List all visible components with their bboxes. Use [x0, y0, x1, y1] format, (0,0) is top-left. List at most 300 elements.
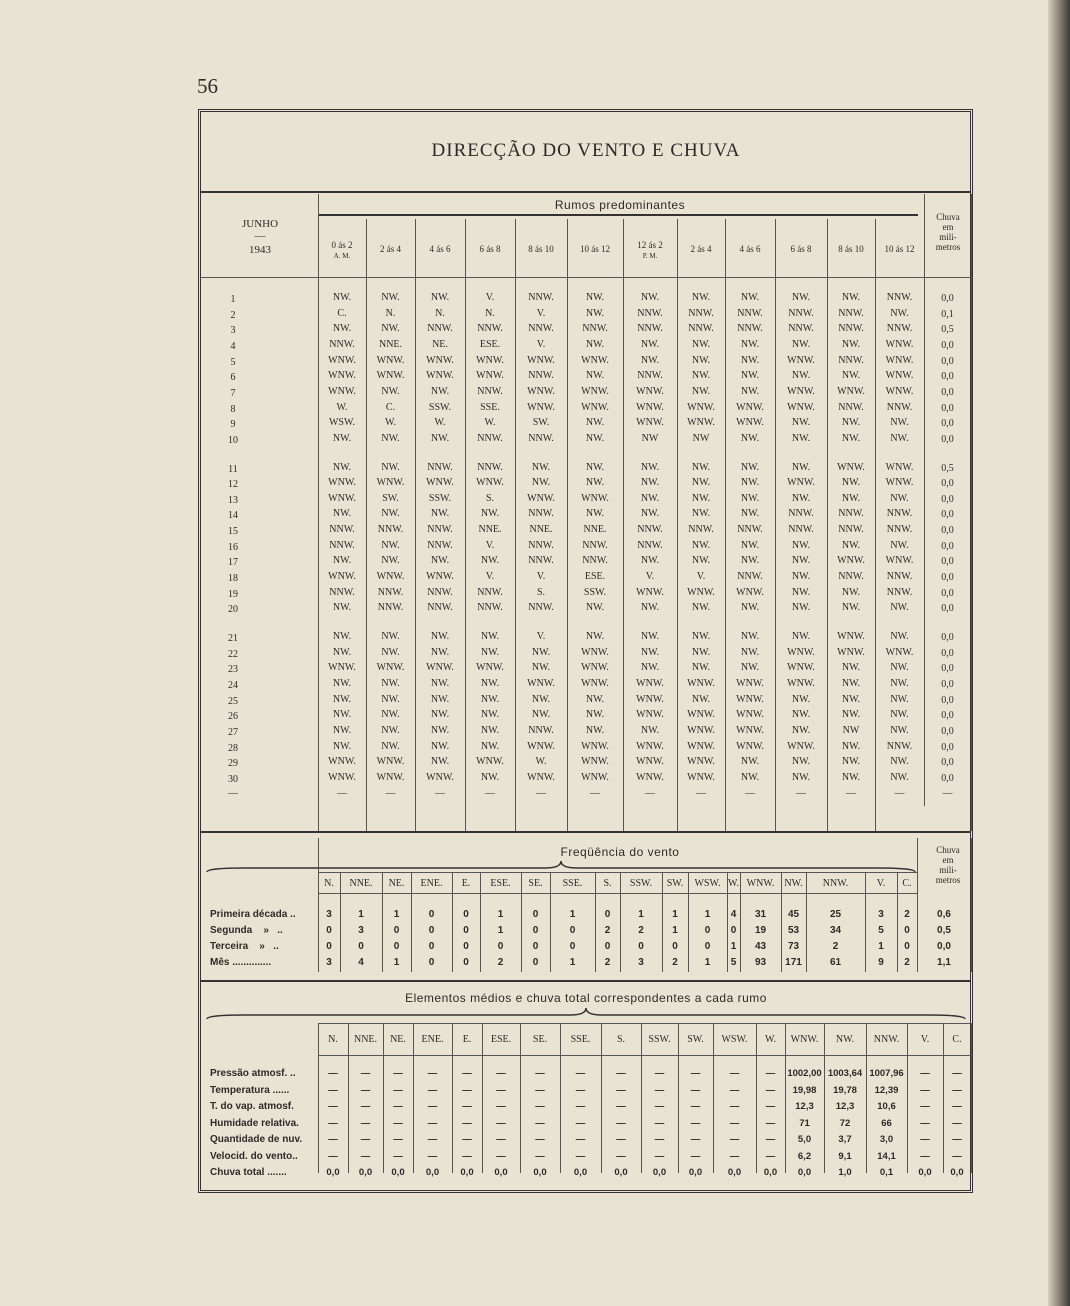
elem-column-header: WSW.	[721, 1034, 748, 1045]
wind-cell: WNW.	[885, 555, 914, 567]
wind-cell: WNW.	[426, 662, 454, 674]
freq-column-header: ESE.	[490, 878, 511, 889]
rain-cell: 0,0	[941, 741, 954, 753]
wind-cell: NW.	[740, 477, 760, 489]
elem-cell: —	[496, 1068, 506, 1079]
wind-cell: NNW.	[886, 323, 913, 335]
wind-cell: NW	[842, 724, 860, 736]
wind-cell: WNW.	[581, 740, 609, 752]
wind-cell: NW.	[640, 555, 660, 567]
freq-cell: 0	[326, 925, 332, 936]
wind-cell: NW.	[585, 292, 605, 303]
wind-cell: NW.	[791, 756, 811, 768]
wind-cell: NW.	[585, 477, 605, 489]
wind-cell: S.	[536, 586, 546, 598]
wind-cell: NNE.	[478, 524, 502, 536]
dash-cell: —	[645, 787, 655, 799]
wind-cell: WNW.	[426, 370, 454, 382]
wind-cell: NW.	[740, 602, 760, 614]
elem-cell: 0,0	[918, 1167, 932, 1178]
wind-cell: WNW.	[736, 586, 764, 598]
wind-cell: NW.	[740, 539, 760, 551]
wind-cell: NNW.	[637, 307, 663, 319]
freq-cell: 1	[672, 909, 678, 920]
wind-cell: WNW.	[687, 756, 715, 768]
elem-cell: —	[462, 1117, 472, 1129]
wind-cell: NW.	[890, 602, 909, 614]
wind-cell: V.	[536, 631, 546, 642]
wind-cell: WNW.	[426, 477, 454, 489]
wind-cell: NNW.	[838, 401, 864, 413]
freq-cell: 3	[358, 925, 364, 936]
wind-cell: WNW.	[636, 385, 664, 397]
wind-cell: NNW.	[788, 508, 814, 520]
freq-cell: 0	[463, 957, 469, 968]
wind-cell: WNW.	[687, 677, 715, 689]
wind-cell: WNW.	[736, 709, 764, 721]
wind-cell: WNW.	[581, 492, 609, 504]
freq-cell: 0	[532, 925, 539, 936]
freq-cell: 53	[787, 925, 800, 936]
rumos-rule	[318, 214, 918, 216]
freq-column-header: WSW.	[694, 878, 721, 889]
freq-cell: 0	[532, 957, 539, 968]
elem-cell: —	[616, 1134, 626, 1145]
wind-cell: SSE.	[480, 401, 500, 413]
wind-cell: NW.	[430, 508, 450, 520]
elem-cell: —	[690, 1068, 701, 1079]
freq-column-header: V.	[876, 878, 886, 889]
elem-cell: —	[616, 1068, 626, 1079]
wind-cell: WNW.	[581, 385, 609, 397]
wind-cell: NW.	[332, 631, 352, 642]
wind-cell: NW.	[740, 461, 760, 473]
wind-cell: V.	[485, 539, 495, 551]
freq-rule	[318, 872, 918, 873]
freq-cell: 0	[463, 909, 469, 920]
freq-column-header: N.	[324, 878, 334, 889]
frequency-header: Freqüência do vento	[560, 845, 680, 859]
elem-cell: —	[690, 1101, 701, 1112]
wind-cell: WNW.	[527, 771, 555, 783]
wind-cell: WNW.	[376, 477, 405, 489]
wind-cell: NW.	[841, 602, 861, 614]
freq-column-header: NW.	[784, 878, 803, 889]
wind-cell: NW.	[332, 709, 352, 721]
wind-cell: WNW.	[885, 461, 914, 473]
freq-cell: 0	[393, 941, 400, 952]
wind-cell: ESE.	[584, 571, 606, 583]
elem-cell: 14,1	[877, 1150, 896, 1162]
wind-cell: NW.	[640, 662, 660, 674]
day-number: 21	[228, 633, 238, 644]
elem-cell: —	[654, 1117, 665, 1129]
wind-cell: NW.	[585, 602, 605, 614]
day-number: 4	[230, 340, 236, 352]
rain-cell: 0,5	[941, 462, 954, 474]
wind-cell: WNW.	[636, 677, 664, 689]
wind-cell: V.	[536, 307, 546, 319]
rain-cell: 0,0	[941, 339, 954, 351]
rain-cell: 0,0	[941, 725, 954, 737]
wind-cell: NW.	[740, 354, 760, 366]
page-binding-edge	[1048, 0, 1070, 1306]
wind-cell: WNW.	[837, 555, 865, 567]
wind-cell: NW.	[585, 693, 605, 705]
wind-cell: WNW.	[687, 740, 715, 752]
freq-cell: 1	[497, 925, 504, 936]
wind-cell: NNW.	[737, 524, 763, 536]
wind-cell: NW.	[381, 631, 400, 642]
elem-cell: 3,0	[879, 1134, 894, 1145]
elem-cell: —	[920, 1101, 930, 1112]
wind-cell: WNW.	[527, 677, 555, 689]
wind-cell: WNW.	[837, 631, 865, 642]
wind-cell: NW.	[640, 477, 660, 489]
elem-cell: —	[765, 1068, 776, 1079]
elem-cell: 0,0	[460, 1167, 474, 1178]
wind-cell: NNW.	[329, 586, 355, 598]
wind-cell: NW.	[791, 709, 811, 721]
elem-cell: —	[328, 1101, 338, 1112]
freq-cell: 34	[829, 925, 842, 936]
elem-column-header: NW.	[835, 1034, 855, 1045]
wind-cell: NW.	[890, 756, 909, 768]
elem-row-label: Quantidade de nuv.	[210, 1134, 303, 1145]
wind-cell: NW.	[740, 646, 760, 658]
freq-column-header: ENE.	[420, 878, 443, 889]
column-header: 4 ás 6	[739, 244, 761, 254]
day-number: 20	[228, 604, 238, 616]
wind-cell: NW.	[691, 693, 711, 705]
wind-cell: NNW.	[838, 571, 864, 583]
wind-cell: WNW.	[328, 354, 356, 366]
elem-cell: —	[920, 1150, 930, 1162]
wind-cell: NW.	[691, 385, 711, 397]
wind-cell: NW.	[841, 477, 861, 489]
elem-cell: 0,0	[391, 1167, 405, 1178]
wind-cell: WNW.	[687, 401, 715, 413]
day-number: 12	[228, 479, 238, 491]
divider	[201, 191, 971, 193]
freq-column-header: SW.	[666, 878, 684, 889]
wind-cell: NW.	[691, 370, 711, 382]
freq-cell: 0	[428, 957, 435, 968]
day-number: 23	[228, 664, 238, 676]
wind-cell: NNW.	[886, 571, 913, 583]
wind-cell: WNW.	[636, 709, 664, 721]
wind-cell: WNW.	[736, 724, 764, 736]
wind-cell: NW.	[430, 555, 450, 567]
wind-cell: NW.	[791, 586, 811, 598]
wind-cell: NW.	[430, 385, 450, 397]
elem-cell: —	[393, 1084, 403, 1096]
wind-cell: SSW.	[428, 492, 452, 504]
wind-cell: NW.	[890, 662, 909, 674]
day-number: 8	[230, 403, 236, 415]
wind-cell: NW.	[791, 292, 811, 303]
wind-cell: WNW.	[787, 662, 815, 674]
rain-cell: 0,0	[941, 772, 954, 784]
elem-cell: —	[496, 1134, 506, 1145]
column-rule	[971, 194, 972, 831]
elem-cell: —	[535, 1084, 545, 1096]
freq-cell: 1	[878, 941, 884, 952]
wind-cell: NW.	[740, 508, 760, 520]
wind-cell: SSW.	[428, 401, 452, 413]
freq-cell: 0	[463, 925, 469, 936]
wind-cell: NNE.	[529, 524, 553, 536]
wind-cell: NNW.	[637, 370, 663, 382]
wind-cell: NW.	[332, 555, 352, 567]
elem-cell: 0,0	[688, 1167, 703, 1178]
wind-cell: WNW.	[837, 385, 865, 397]
wind-cell: NNW.	[886, 401, 913, 413]
elem-column-header: NE.	[390, 1034, 406, 1045]
elem-cell: —	[654, 1084, 665, 1096]
elem-cell: 19,78	[833, 1084, 857, 1096]
wind-cell: V.	[536, 571, 546, 583]
elem-cell: —	[393, 1150, 403, 1162]
freq-rain-cell: 0,5	[937, 925, 951, 936]
wind-cell: WNW.	[426, 771, 454, 783]
column-header: 6 ás 8	[479, 244, 501, 254]
freq-cell: 0	[604, 909, 611, 920]
wind-cell: NW.	[430, 724, 450, 736]
wind-cell: NNW.	[582, 539, 608, 551]
wind-cell: WNW.	[787, 677, 815, 689]
wind-cell: NW.	[841, 292, 861, 303]
wind-cell: WNW.	[736, 693, 764, 705]
elem-cell: 0,0	[425, 1167, 440, 1178]
wind-cell: NW.	[585, 338, 605, 350]
wind-cell: NW.	[890, 693, 909, 705]
rain-cell: 0,0	[941, 678, 954, 690]
wind-cell: NW.	[740, 631, 760, 642]
wind-cell: NNW.	[582, 555, 608, 567]
elem-cell: 0,0	[614, 1167, 628, 1178]
elem-column-header: NNW.	[873, 1034, 900, 1045]
wind-cell: NNW.	[886, 740, 913, 752]
elem-cell: 12,39	[874, 1084, 899, 1096]
rain-cell: 0,0	[941, 710, 954, 722]
freq-cell: 0	[904, 941, 910, 952]
wind-cell: V.	[485, 571, 495, 583]
wind-cell: WNW.	[885, 370, 914, 382]
column-header: 10 ás 12	[884, 244, 915, 254]
wind-cell: WNW.	[476, 370, 504, 382]
wind-cell: NW.	[791, 571, 811, 583]
day-number: 13	[228, 494, 238, 506]
elem-cell: —	[690, 1084, 701, 1096]
freq-column-header: NE.	[388, 878, 405, 889]
wind-cell: NNW.	[528, 602, 554, 614]
rain-cell: 0,0	[941, 663, 954, 675]
freq-cell: 0	[638, 941, 644, 952]
wind-cell: WNW.	[426, 354, 454, 366]
elements-header: Elementos médios e chuva total correspondentes a cada rumo	[405, 991, 767, 1005]
freq-cell: 0	[497, 941, 504, 952]
wind-cell: NW.	[585, 508, 605, 520]
elem-cell: —	[360, 1134, 371, 1145]
wind-cell: NW.	[640, 602, 660, 614]
column-header: 2 ás 4	[380, 244, 401, 254]
wind-cell: NW.	[791, 417, 811, 429]
wind-cell: NNW.	[427, 323, 453, 335]
wind-cell: NW.	[640, 646, 660, 658]
wind-cell: NW.	[430, 740, 450, 752]
wind-cell: NW.	[332, 724, 352, 736]
wind-cell: NW.	[691, 354, 711, 366]
dash-cell: —	[590, 787, 600, 799]
elem-cell: —	[654, 1101, 665, 1112]
freq-cell: 2	[832, 941, 839, 952]
wind-cell: NNW.	[838, 307, 864, 319]
freq-row-label: Segunda » ..	[210, 925, 283, 936]
elem-cell: —	[920, 1134, 930, 1145]
elem-column-header: SE.	[532, 1034, 548, 1045]
elem-cell: —	[616, 1117, 626, 1129]
wind-cell: N.	[435, 307, 445, 319]
elem-cell: —	[535, 1150, 545, 1162]
wind-cell: NW.	[841, 417, 861, 429]
freq-cell: 0	[428, 909, 435, 920]
rain-cell: 0,0	[941, 632, 954, 643]
elem-cell: —	[360, 1068, 371, 1079]
elem-row-label: Humidade relativa.	[210, 1117, 299, 1129]
header-rule	[201, 277, 971, 278]
elem-cell: —	[360, 1150, 371, 1162]
day-number: 11	[228, 463, 238, 475]
day-number: 2	[230, 309, 236, 321]
wind-cell: ESE.	[479, 338, 501, 350]
freq-cell: 0	[428, 941, 435, 952]
freq-row-label: Terceira » ..	[210, 941, 279, 952]
wind-cell: NNW.	[688, 524, 714, 536]
rain-cell: 0,0	[941, 647, 954, 659]
wind-cell: WNW.	[787, 385, 815, 397]
freq-cell: 43	[754, 941, 767, 952]
wind-cell: NW.	[740, 385, 760, 397]
elem-cell: —	[462, 1134, 472, 1145]
freq-cell: 45	[787, 909, 800, 920]
freq-cell: 2	[672, 957, 678, 968]
wind-cell: NW.	[791, 492, 811, 504]
freq-cell: 3	[878, 909, 884, 920]
elem-column-header: ESE.	[490, 1034, 512, 1045]
elem-cell: —	[575, 1134, 586, 1145]
wind-cell: NNW.	[637, 524, 663, 536]
wind-cell: NNW.	[838, 524, 864, 536]
freq-row-label: Mês ..............	[210, 957, 272, 968]
elem-cell: —	[496, 1150, 506, 1162]
wind-cell: NW.	[430, 693, 450, 705]
divider	[201, 980, 971, 982]
wind-cell: NW.	[740, 662, 760, 674]
wind-cell: WNW.	[581, 401, 609, 413]
rain-header: Chuva em mili- metros	[935, 212, 961, 252]
dash-cell: —	[846, 787, 856, 799]
elem-cell: —	[328, 1150, 338, 1162]
wind-cell: NW.	[640, 631, 660, 642]
wind-cell: NW.	[691, 292, 711, 303]
elem-cell: —	[328, 1084, 338, 1096]
elem-cell: —	[535, 1101, 545, 1112]
wind-cell: WNW.	[328, 771, 356, 783]
elem-cell: 0,0	[533, 1167, 547, 1178]
wind-cell: NW.	[791, 370, 811, 382]
wind-cell: NW.	[691, 631, 711, 642]
wind-cell: SW.	[532, 417, 550, 429]
dash-cell: —	[894, 787, 905, 799]
wind-cell: NNE.	[378, 338, 403, 350]
wind-cell: NW.	[890, 724, 909, 736]
wind-cell: WNW.	[328, 492, 356, 504]
elem-cell: 1002,00	[787, 1068, 822, 1079]
column-header: 0 ás 2	[331, 240, 353, 250]
wind-cell: WNW.	[476, 354, 504, 366]
day-number: 22	[228, 648, 238, 660]
wind-cell: NW.	[791, 461, 811, 473]
day-number: 5	[230, 356, 236, 368]
freq-cell: 1	[569, 909, 576, 920]
elem-cell: —	[654, 1068, 665, 1079]
wind-cell: NW.	[480, 646, 500, 658]
wind-cell: WNW.	[636, 417, 664, 429]
wind-cell: NW.	[332, 323, 352, 335]
wind-cell: NNW.	[528, 370, 554, 382]
wind-cell: WNW.	[328, 571, 356, 583]
wind-cell: NW.	[691, 555, 711, 567]
row-dash: —	[228, 787, 238, 799]
wind-cell: WNW.	[787, 354, 815, 366]
day-number: 9	[230, 419, 236, 431]
wind-cell: NW.	[841, 677, 861, 689]
elem-cell: —	[616, 1101, 626, 1112]
column-rule	[971, 838, 972, 972]
freq-cell: 0	[569, 925, 576, 936]
dash-cell: —	[485, 787, 495, 799]
freq-cell: 9	[878, 957, 884, 968]
wind-cell: V.	[536, 338, 546, 350]
wind-cell: NW.	[332, 432, 352, 444]
wind-cell: W.	[484, 417, 496, 429]
wind-cell: NW.	[640, 492, 660, 504]
elem-cell: —	[393, 1134, 403, 1145]
wind-cell: NW.	[841, 492, 861, 504]
wind-cell: NNW.	[788, 323, 814, 335]
elem-cell: —	[427, 1134, 438, 1145]
elem-cell: —	[535, 1068, 545, 1079]
freq-cell: 1	[638, 909, 644, 920]
wind-cell: N.	[485, 307, 495, 319]
dash-cell: —	[796, 787, 806, 799]
freq-row-label: Primeira década ..	[210, 909, 296, 920]
elem-cell: 0,0	[950, 1167, 964, 1178]
elem-column-header: SSW.	[648, 1034, 671, 1045]
freq-cell: 1	[393, 909, 400, 920]
elem-column-header: C.	[952, 1034, 962, 1045]
elem-cell: —	[575, 1101, 586, 1112]
freq-cell: 0	[326, 941, 332, 952]
wind-cell: NNW.	[329, 338, 355, 350]
wind-cell: C.	[385, 401, 396, 413]
wind-cell: NNW.	[427, 524, 453, 536]
wind-cell: NNW.	[377, 524, 404, 536]
elem-cell: —	[496, 1084, 506, 1096]
wind-cell: NW.	[430, 292, 450, 303]
wind-cell: NW.	[381, 740, 400, 752]
